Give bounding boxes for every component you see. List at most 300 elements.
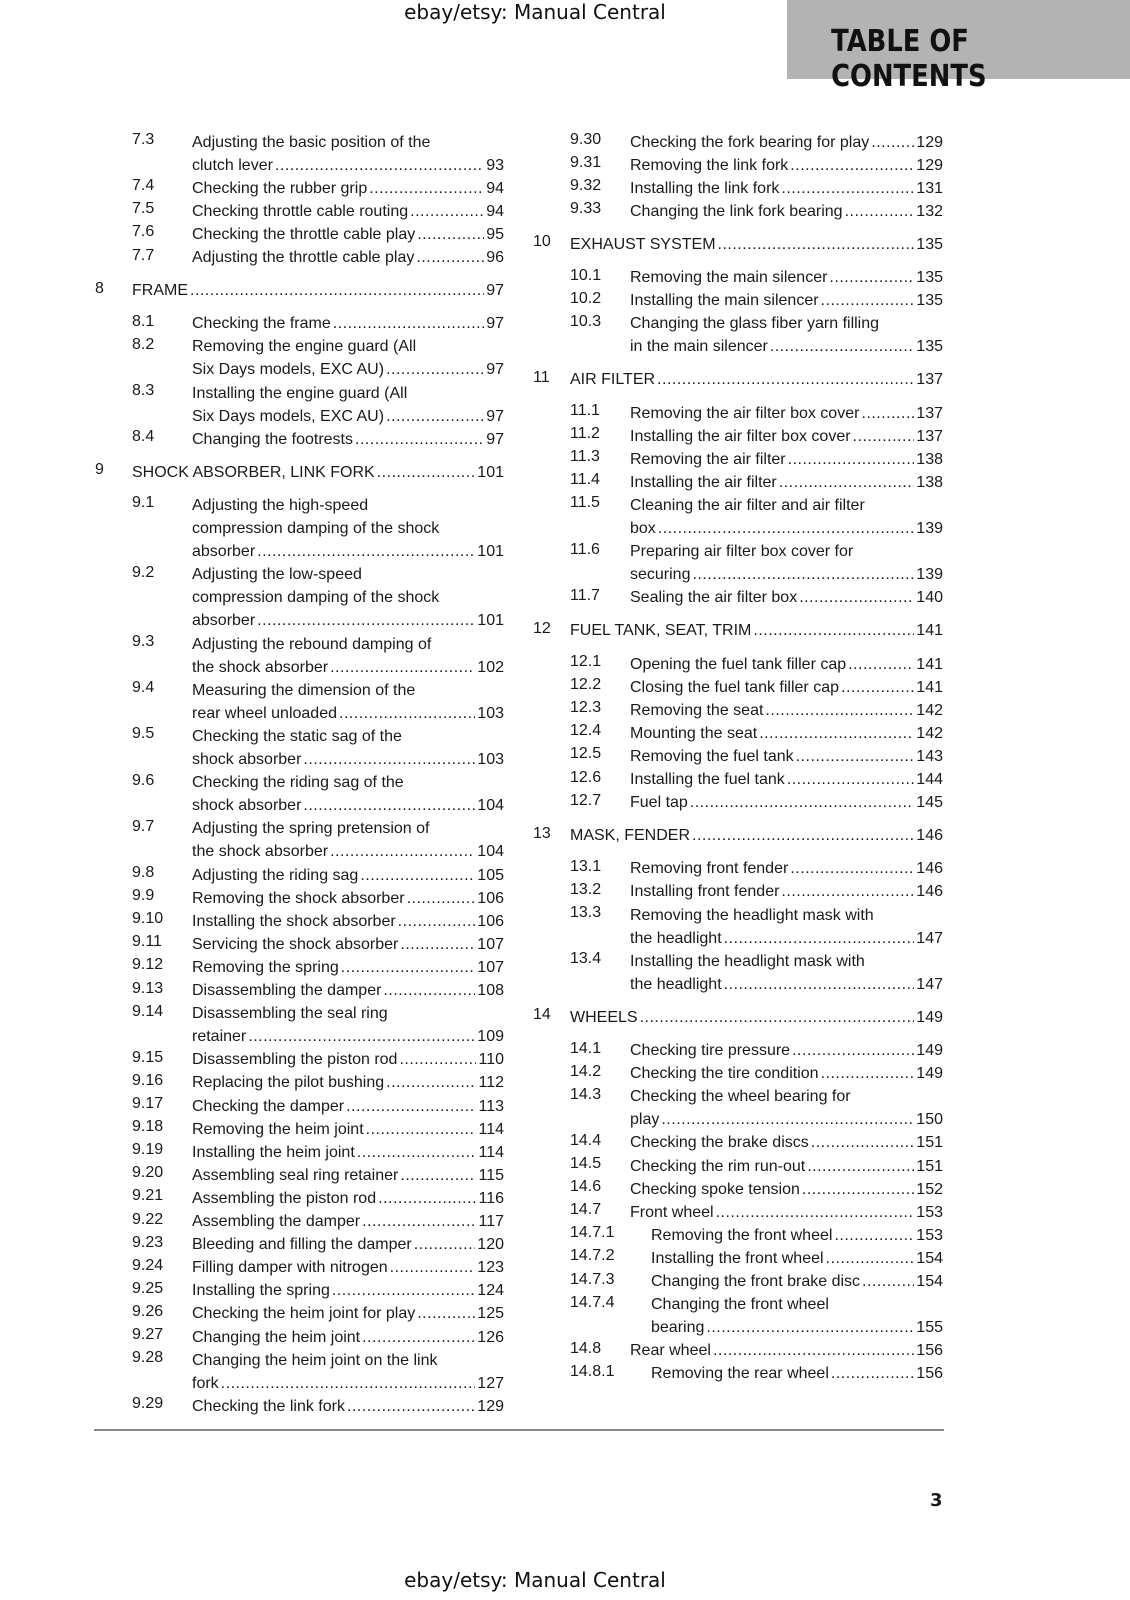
leader-dots [713, 1341, 914, 1362]
toc-entry-number: 9.1 [132, 494, 155, 512]
leader-dots [332, 1281, 475, 1302]
toc-entry-number: 11.2 [570, 425, 600, 443]
toc-entry-title: Adjusting the high-speed [192, 496, 369, 514]
toc-entry-page: 112 [478, 1074, 504, 1092]
leader-dots [410, 202, 484, 223]
leader-dots [416, 248, 484, 269]
toc-entry-number: 9.23 [132, 1233, 164, 1251]
toc-entry[interactable] [533, 1085, 943, 1131]
leader-dots [417, 225, 484, 246]
toc-entry[interactable] [95, 932, 504, 955]
toc-entry[interactable] [95, 1348, 504, 1394]
toc-entry-number: 12.1 [570, 653, 602, 670]
leader-dots [330, 842, 475, 863]
toc-entry[interactable] [95, 199, 504, 222]
leader-dots [377, 463, 476, 484]
toc-entry-title: Adjusting the throttle cable play [192, 249, 415, 267]
toc-entry-number: 9.19 [132, 1141, 164, 1159]
toc-entry-page: 137 [916, 427, 943, 445]
toc-entry[interactable] [95, 1210, 504, 1233]
leader-dots [303, 750, 475, 771]
toc-entry-title: Checking the rim run-out [630, 1157, 806, 1175]
toc-entry-number: 8.2 [132, 335, 155, 353]
leader-dots [369, 179, 484, 200]
toc-entry[interactable] [95, 427, 504, 450]
toc-entry-title: MASK, FENDER [570, 827, 691, 845]
toc-entry[interactable] [533, 1223, 943, 1246]
toc-entry[interactable] [533, 176, 943, 199]
leader-dots [787, 770, 915, 791]
leader-dots [221, 1374, 476, 1395]
toc-entry-title: Checking the wheel bearing for [630, 1088, 851, 1106]
toc-entry-page: 101 [477, 612, 504, 630]
toc-entry-number: 13.3 [570, 904, 602, 921]
toc-entry-page: 138 [916, 450, 943, 468]
toc-entry-number: 9.31 [570, 154, 602, 172]
toc-entry-number: 10.3 [570, 312, 602, 330]
toc-entry[interactable] [95, 222, 504, 245]
toc-entry-number: 7.5 [132, 200, 155, 218]
toc-entry[interactable] [533, 540, 943, 586]
leader-dots [417, 1304, 475, 1325]
leader-dots [841, 678, 914, 699]
toc-entry[interactable] [95, 1071, 504, 1094]
toc-entry[interactable] [533, 1039, 943, 1062]
toc-entry[interactable] [95, 312, 504, 335]
toc-entry-title: Disassembling the seal ring [192, 1005, 388, 1023]
leader-dots [706, 1318, 914, 1339]
leader-dots [378, 1189, 476, 1210]
toc-entry-title: Checking the throttle cable play [192, 225, 416, 243]
toc-entry-page: 146 [916, 860, 943, 878]
toc-entry-number: 9.9 [132, 887, 155, 905]
leader-dots [831, 1364, 914, 1385]
leader-dots [399, 1050, 476, 1071]
toc-entry-number: 8.4 [132, 428, 155, 446]
toc-entry[interactable] [533, 312, 943, 358]
toc-entry-page: 151 [916, 1157, 943, 1175]
toc-entry-page: 153 [916, 1226, 943, 1244]
toc-entry[interactable] [533, 768, 943, 791]
toc-entry-page: 106 [477, 912, 504, 930]
toc-entry-page: 149 [916, 1042, 943, 1060]
toc-entry-page: 135 [916, 292, 943, 310]
toc-entry[interactable] [95, 863, 504, 886]
toc-entry[interactable] [95, 678, 504, 724]
toc-entry-page: 147 [916, 929, 943, 947]
toc-entry-title: the shock absorber [192, 658, 329, 676]
leader-dots [190, 281, 484, 302]
toc-entry-page: 104 [477, 843, 504, 861]
toc-entry-page: 97 [486, 282, 504, 300]
toc-entry[interactable] [95, 176, 504, 199]
toc-entry-title: Changing the footrests [192, 430, 353, 448]
toc-entry-number: 9.22 [132, 1210, 164, 1228]
toc-section[interactable] [533, 232, 943, 255]
leader-dots [862, 1272, 914, 1293]
toc-entry-title: Installing the main silencer [630, 292, 819, 310]
toc-entry-number: 9.16 [132, 1071, 164, 1089]
toc-entry-title: the headlight [630, 975, 722, 993]
toc-entry-number: 12.3 [570, 699, 602, 717]
leader-dots [724, 929, 915, 950]
toc-entry-title: Removing the fuel tank [630, 747, 794, 765]
toc-section[interactable] [95, 460, 504, 483]
toc-entry-page: 142 [916, 701, 943, 719]
toc-entry[interactable] [533, 1270, 943, 1293]
toc-entry[interactable] [95, 1002, 504, 1048]
toc-entry[interactable] [95, 381, 504, 427]
toc-entry[interactable] [533, 744, 943, 767]
toc-entry-number: 9.7 [132, 817, 155, 835]
toc-entry[interactable] [533, 903, 943, 949]
toc-entry-page: 129 [477, 1397, 504, 1415]
toc-entry-title: compression damping of the shock [192, 589, 440, 607]
toc-entry-title: Removing the front wheel [651, 1226, 833, 1244]
toc-entry-page: 156 [916, 1365, 943, 1383]
toc-entry-number: 14.7.3 [570, 1270, 615, 1288]
leader-dots [690, 793, 914, 814]
leader-dots [781, 882, 914, 903]
toc-entry-number: 7.7 [132, 246, 155, 264]
toc-entry[interactable] [95, 335, 504, 381]
leader-dots [811, 1133, 915, 1154]
leader-dots [826, 1249, 915, 1270]
toc-entry-page: 132 [916, 202, 943, 220]
leader-dots [362, 1328, 475, 1349]
toc-entry-title: Installing the spring [192, 1282, 330, 1300]
toc-entry-title: Adjusting the spring pretension of [192, 820, 430, 838]
toc-entry-title: Removing front fender [630, 860, 789, 878]
toc-entry[interactable] [533, 652, 943, 675]
page-title: TABLE OF CONTENTS [831, 24, 987, 94]
toc-entry-number: 9.25 [132, 1279, 164, 1297]
toc-entry[interactable] [533, 1200, 943, 1223]
toc-entry-number: 14.7.1 [570, 1224, 615, 1242]
footer-divider [94, 1429, 944, 1431]
toc-entry-title: Assembling the damper [192, 1213, 361, 1231]
leader-dots [753, 621, 914, 642]
toc-entry-title: Changing the front wheel [651, 1296, 829, 1314]
toc-entry-title: Removing the seat [630, 701, 764, 719]
toc-entry-page: 129 [916, 156, 943, 174]
toc-entry-page: 139 [916, 566, 943, 584]
toc-entry-page: 142 [916, 724, 943, 742]
toc-entry-title: Checking the riding sag of the [192, 774, 404, 792]
toc-entry-title: Front wheel [630, 1203, 714, 1221]
toc-entry-page: 144 [916, 771, 943, 789]
toc-section[interactable] [533, 619, 943, 642]
leader-dots [765, 701, 914, 722]
toc-entry[interactable] [95, 1094, 504, 1117]
toc-entry-title: Removing the shock absorber [192, 889, 405, 907]
toc-entry-title: Six Days models, EXC AU) [192, 407, 385, 425]
toc-entry[interactable] [533, 153, 943, 176]
toc-entry[interactable] [533, 721, 943, 744]
toc-entry-page: 131 [916, 179, 943, 197]
toc-entry[interactable] [95, 817, 504, 863]
toc-entry-number: 9.28 [132, 1349, 164, 1367]
leader-dots [802, 1180, 914, 1201]
toc-entry[interactable] [533, 857, 943, 880]
toc-entry[interactable] [95, 1233, 504, 1256]
toc-entry-number: 7.4 [132, 177, 155, 195]
toc-entry[interactable] [95, 1186, 504, 1209]
toc-entry[interactable] [533, 266, 943, 289]
toc-entry-page: 107 [477, 935, 504, 953]
leader-dots [829, 268, 914, 289]
toc-entry-page: 147 [916, 975, 943, 993]
toc-entry-number: 9.29 [132, 1395, 164, 1413]
leader-dots [414, 1235, 476, 1256]
toc-section[interactable] [95, 279, 504, 302]
toc-entry[interactable] [533, 675, 943, 698]
toc-entry[interactable] [95, 1140, 504, 1163]
toc-entry[interactable] [533, 1154, 943, 1177]
toc-entry-page: 140 [916, 589, 943, 607]
toc-entry[interactable] [533, 424, 943, 447]
leader-dots [346, 1097, 476, 1118]
toc-entry-number: 10.2 [570, 289, 602, 307]
toc-entry-page: 149 [916, 1065, 943, 1083]
toc-entry[interactable] [95, 1163, 504, 1186]
toc-entry[interactable] [95, 1256, 504, 1279]
leader-dots [339, 704, 475, 725]
toc-entry-number: 7.3 [132, 131, 155, 148]
leader-dots [724, 975, 915, 996]
toc-entry-number: 9.33 [570, 200, 602, 218]
toc-entry-page: 120 [477, 1236, 504, 1254]
leader-dots [257, 611, 475, 632]
toc-entry-title: Installing the air filter box cover [630, 427, 851, 445]
toc-entry-page: 97 [486, 315, 504, 333]
toc-entry[interactable] [533, 1293, 943, 1339]
toc-entry[interactable] [95, 724, 504, 770]
toc-entry-number: 11.4 [570, 471, 600, 489]
toc-entry-page: 146 [916, 883, 943, 901]
leader-dots [658, 519, 915, 540]
toc-entry-title: Removing the link fork [630, 156, 789, 174]
leader-dots [657, 370, 914, 391]
toc-entry-number: 14.2 [570, 1062, 602, 1080]
leader-dots [347, 1397, 475, 1418]
toc-entry-page: 124 [477, 1282, 504, 1300]
leader-dots [407, 889, 476, 910]
toc-entry[interactable] [95, 493, 504, 562]
toc-entry-page: 102 [477, 658, 504, 676]
toc-entry-title: Removing the air filter [630, 450, 786, 468]
toc-entry[interactable] [95, 886, 504, 909]
toc-entry[interactable] [95, 909, 504, 932]
leader-dots [821, 291, 915, 312]
toc-entry-number: 14.7 [570, 1201, 602, 1219]
toc-entry-page: 138 [916, 473, 943, 491]
toc-entry-title: the headlight [630, 929, 722, 947]
toc-entry-title: Checking the tire condition [630, 1065, 819, 1083]
toc-entry-number: 11 [533, 368, 550, 386]
toc-entry[interactable] [533, 199, 943, 222]
toc-entry[interactable] [95, 1279, 504, 1302]
toc-entry-number: 14.5 [570, 1155, 602, 1172]
toc-entry-title: Filling damper with nitrogen [192, 1259, 388, 1277]
toc-entry[interactable] [533, 1362, 943, 1385]
toc-entry-number: 11.6 [570, 540, 600, 558]
toc-entry-page: 106 [477, 889, 504, 907]
toc-entry-title: Adjusting the basic position of the [192, 133, 431, 151]
leader-dots [807, 1157, 914, 1178]
toc-entry[interactable] [533, 470, 943, 493]
toc-entry-title: Sealing the air filter box [630, 589, 798, 607]
toc-entry-page: 96 [486, 249, 504, 267]
toc-entry[interactable] [533, 1339, 943, 1362]
watermark-top: ebay/etsy: Manual Central [404, 0, 666, 24]
toc-entry[interactable] [95, 246, 504, 269]
leader-dots [360, 866, 475, 887]
toc-entry-title: Disassembling the damper [192, 982, 382, 1000]
toc-entry[interactable] [533, 1131, 943, 1154]
toc-entry-title: Preparing air filter box cover for [630, 543, 854, 561]
toc-entry[interactable] [533, 1246, 943, 1269]
toc-entry-title: Checking the heim joint for play [192, 1305, 416, 1323]
toc-section[interactable] [533, 1005, 943, 1028]
toc-entry-title: EXHAUST SYSTEM [570, 235, 716, 253]
toc-section[interactable] [533, 824, 943, 847]
toc-entry-page: 141 [916, 622, 943, 640]
toc-entry-title: Checking the rubber grip [192, 179, 368, 197]
toc-entry-number: 13.4 [570, 950, 602, 968]
toc-entry[interactable] [533, 949, 943, 995]
toc-entry-page: 143 [916, 747, 943, 765]
toc-entry-title: bearing [651, 1319, 705, 1337]
toc-entry[interactable] [533, 130, 943, 153]
toc-entry-number: 14.6 [570, 1178, 602, 1196]
leader-dots [303, 796, 475, 817]
leader-dots [821, 1064, 915, 1085]
toc-entry[interactable] [95, 1394, 504, 1417]
toc-entry-page: 135 [916, 269, 943, 287]
toc-entry-title: Removing the rear wheel [651, 1365, 829, 1383]
toc-entry-number: 9.8 [132, 864, 155, 881]
toc-entry-number: 11.5 [570, 494, 600, 512]
toc-entry[interactable] [533, 289, 943, 312]
toc-entry[interactable] [95, 771, 504, 817]
toc-section[interactable] [533, 368, 943, 391]
leader-dots [718, 235, 915, 256]
leader-dots [845, 202, 915, 223]
toc-entry[interactable] [533, 698, 943, 721]
toc-entry-number: 9.32 [570, 177, 602, 195]
toc-entry[interactable] [95, 1302, 504, 1325]
toc-entry-number: 14 [533, 1006, 551, 1024]
toc-entry-number: 11.7 [570, 586, 600, 604]
toc-entry[interactable] [533, 791, 943, 814]
leader-dots [692, 826, 914, 847]
toc-entry-page: 135 [916, 235, 943, 253]
toc-entry-number: 9.3 [132, 633, 155, 650]
toc-entry-title: compression damping of the shock [192, 520, 440, 538]
toc-entry-page: 116 [478, 1189, 504, 1207]
toc-entry-title: Removing the air filter box cover [630, 404, 860, 422]
toc-entry-page: 151 [916, 1134, 943, 1152]
toc-entry-number: 9.5 [132, 725, 155, 743]
toc-entry-page: 115 [478, 1166, 504, 1184]
toc-entry-page: 153 [916, 1203, 943, 1221]
toc-entry-title: Adjusting the low-speed [192, 566, 362, 584]
toc-entry-page: 117 [478, 1213, 504, 1231]
toc-entry-title: box [630, 520, 656, 538]
toc-entry-page: 101 [477, 543, 504, 561]
toc-entry-page: 137 [916, 404, 943, 422]
toc-entry[interactable] [95, 632, 504, 678]
toc-entry[interactable] [533, 401, 943, 424]
leader-dots [770, 337, 914, 358]
toc-entry-title: Checking tire pressure [630, 1042, 791, 1060]
toc-entry-title: Checking the brake discs [630, 1134, 809, 1152]
toc-entry-title: Changing the glass fiber yarn filling [630, 315, 880, 333]
toc-entry[interactable] [533, 880, 943, 903]
toc-entry[interactable] [95, 563, 504, 632]
toc-entry-title: Installing the front wheel [651, 1249, 824, 1267]
toc-entry[interactable] [95, 955, 504, 978]
toc-entry-number: 13 [533, 824, 551, 842]
toc-entry-title: Closing the fuel tank filler cap [630, 678, 839, 696]
toc-entry[interactable] [533, 1062, 943, 1085]
toc-entry-page: 127 [477, 1374, 504, 1392]
toc-entry-title: in the main silencer [630, 338, 768, 356]
leader-dots [834, 1226, 914, 1247]
toc-entry[interactable] [533, 1177, 943, 1200]
toc-entry-page: 105 [477, 866, 504, 884]
toc-entry-page: 114 [478, 1143, 504, 1161]
toc-entry-title: Cleaning the air filter and air filter [630, 496, 865, 514]
toc-entry-number: 9.20 [132, 1164, 164, 1182]
toc-entry-title: Changing the link fork bearing [630, 202, 843, 220]
toc-entry[interactable] [533, 493, 943, 539]
toc-entry-title: WHEELS [570, 1008, 638, 1026]
toc-entry-number: 9.2 [132, 563, 155, 581]
toc-entry-number: 7.6 [132, 223, 155, 241]
toc-entry-title: Disassembling the piston rod [192, 1051, 398, 1069]
leader-dots [871, 133, 914, 154]
toc-entry[interactable] [95, 1325, 504, 1348]
toc-entry[interactable] [95, 130, 504, 176]
toc-entry-title: play [630, 1111, 660, 1129]
toc-entry-page: 154 [916, 1249, 943, 1267]
toc-entry-page: 125 [477, 1305, 504, 1323]
toc-entry-title: Bleeding and filling the damper [192, 1236, 412, 1254]
toc-entry-number: 9.17 [132, 1095, 164, 1112]
leader-dots [341, 958, 476, 979]
toc-entry-number: 10 [533, 233, 551, 251]
toc-entry-title: Servicing the shock absorber [192, 935, 399, 953]
toc-entry-title: rear wheel unloaded [192, 704, 337, 722]
toc-entry[interactable] [95, 1048, 504, 1071]
toc-entry-page: 97 [486, 407, 504, 425]
toc-entry-number: 13.1 [570, 857, 602, 875]
toc-entry-title: FRAME [132, 282, 188, 300]
leader-dots [400, 1166, 476, 1187]
leader-dots [357, 1143, 477, 1164]
toc-entry[interactable] [533, 447, 943, 470]
toc-entry-number: 14.7.2 [570, 1247, 615, 1265]
toc-entry-number: 12 [533, 619, 551, 637]
toc-entry[interactable] [95, 1117, 504, 1140]
toc-entry[interactable] [95, 979, 504, 1002]
toc-entry[interactable] [533, 586, 943, 609]
toc-entry-number: 9.18 [132, 1118, 164, 1136]
leader-dots [796, 747, 915, 768]
toc-entry-title: absorber [192, 543, 256, 561]
